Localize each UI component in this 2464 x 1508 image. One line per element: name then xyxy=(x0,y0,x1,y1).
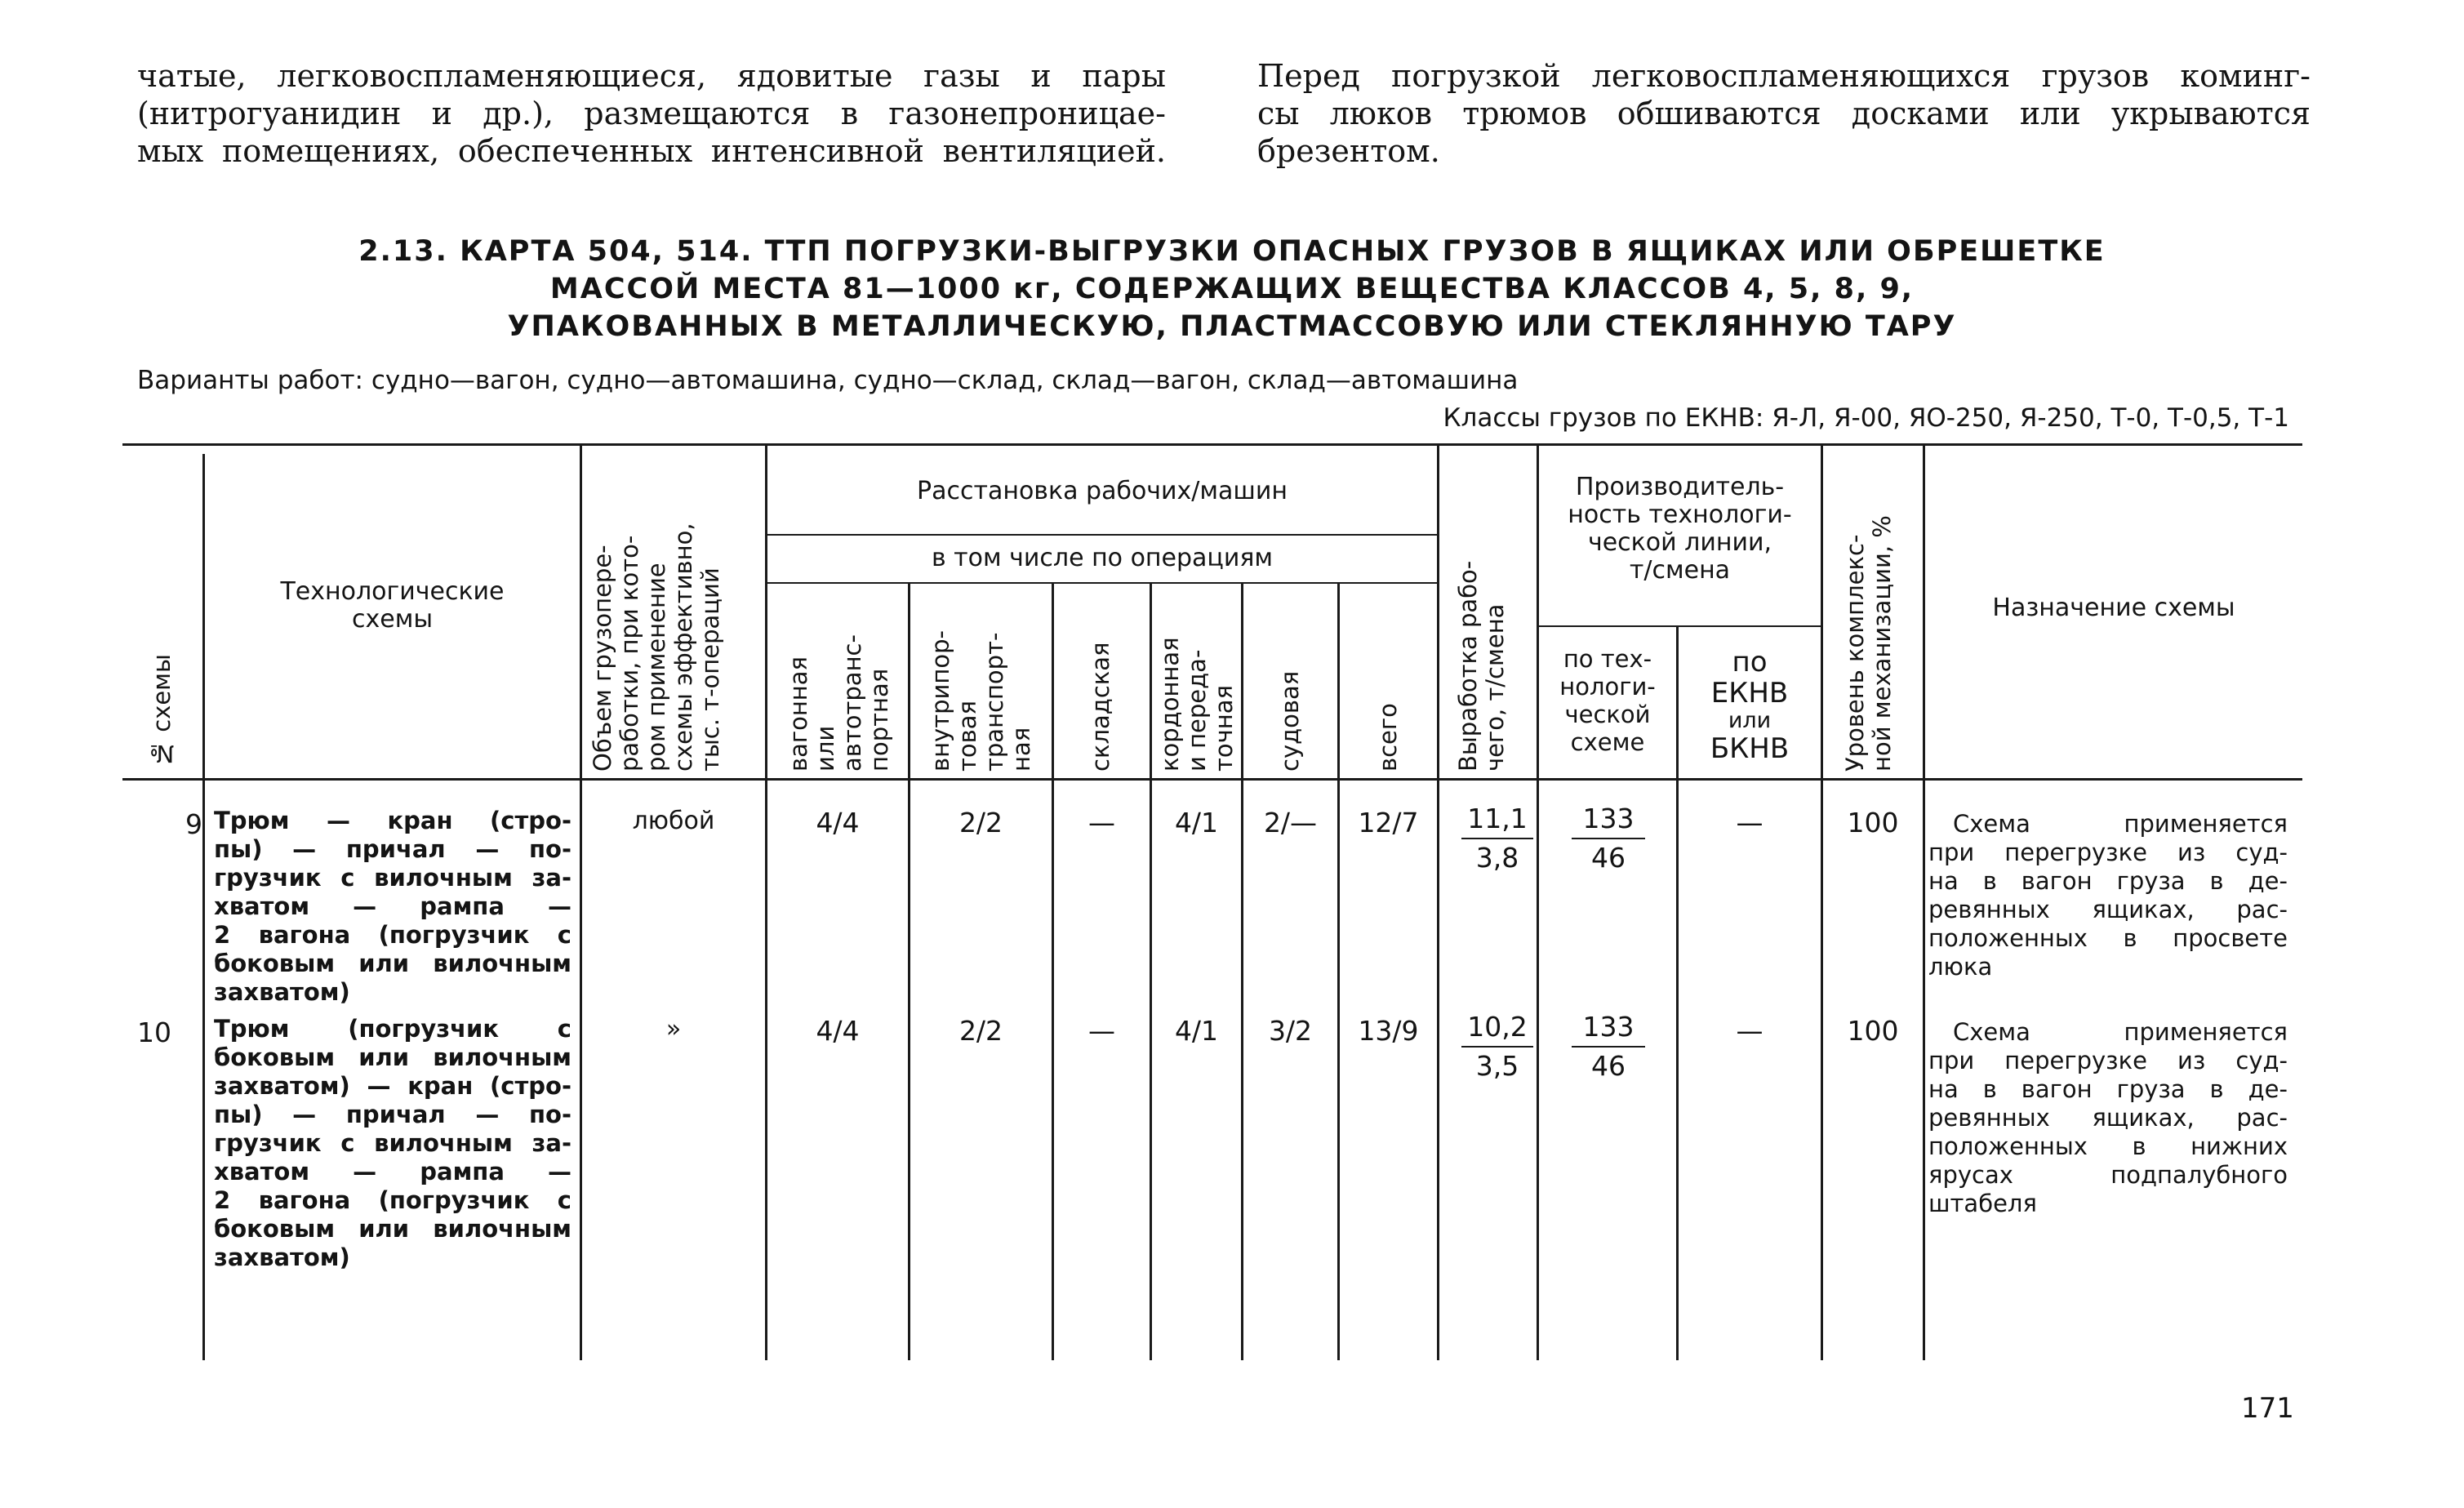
row-9-warehouse: — xyxy=(1088,807,1115,839)
productivity-sub-rule xyxy=(1539,625,1821,627)
row-10-output: 10,2 3,5 xyxy=(1461,1012,1533,1082)
ops-sub-rule xyxy=(767,582,1437,584)
header-op-intraport: внутрипор- товая транспорт- ная xyxy=(927,630,1035,772)
intro-left-line: (нитрогуанидин и др.), размещаются в газонепроницае- xyxy=(137,96,1166,131)
col-divider xyxy=(1337,582,1340,1360)
header-bottom-rule xyxy=(122,778,2302,781)
col-divider xyxy=(1923,446,1925,1360)
header-op-total: всего xyxy=(1374,703,1402,772)
row-9-scheme-no: 9 xyxy=(185,808,202,840)
col-divider xyxy=(908,582,910,1360)
row-9-scheme: Трюм — кран (стро- пы) — причал — по- грузчик с вилочным за- хватом — рампа — 2 вагона (погрузчик с боковым или вилочным захватом) xyxy=(214,807,572,1006)
row-9-productivity: 133 46 xyxy=(1572,803,1645,874)
row-10-ship: 3/2 xyxy=(1268,1015,1313,1047)
intro-left xyxy=(137,57,1166,170)
section-title-line: 2.13. КАРТА 504, 514. ТТП ПОГРУЗКИ-ВЫГРУЗКИ ОПАСНЫХ ГРУЗОВ В ЯЩИКАХ ИЛИ ОБРЕШЕТКЕ xyxy=(358,235,2106,268)
header-purpose: Назначение схемы xyxy=(1992,594,2235,622)
cargo-classes: Классы грузов по ЕКНВ: Я-Л, Я-00, ЯО-250, Я-250, Т-0, Т-0,5, Т-1 xyxy=(1443,403,2289,433)
row-10-purpose: Схема применяется при перегрузке из суд- на в вагон груза в де- ревянных ящиках, рас- положенных в нижних ярусах подпалубного штабеля xyxy=(1928,1018,2288,1217)
row-9-wagon: 4/4 xyxy=(816,807,860,839)
work-variants: Варианты работ: судно—вагон, судно—автомашина, судно—склад, склад—вагон, склад—автомашина xyxy=(137,366,1519,395)
row-9-ship: 2/— xyxy=(1263,807,1318,839)
header-tech-schemes: Технологические схемы xyxy=(280,577,505,634)
row-9-cordon: 4/1 xyxy=(1174,807,1219,839)
row-10-eknv: — xyxy=(1736,1015,1763,1047)
row-10-scheme-no: 10 xyxy=(137,1016,171,1048)
page-number: 171 xyxy=(2241,1392,2294,1425)
header-mechanization-level: Уровень комплекс- ной механизации, % xyxy=(1841,515,1896,772)
row-9-mechanization: 100 xyxy=(1847,807,1899,839)
section-title-line: МАССОЙ МЕСТА 81—1000 кг, СОДЕРЖАЩИХ ВЕЩЕСТВА КЛАССОВ 4, 5, 8, 9, xyxy=(549,273,1915,305)
header-by-tech-scheme: по тех- нологи- ческой схеме xyxy=(1559,645,1656,756)
col-divider xyxy=(1150,582,1152,1360)
intro-right-line: Перед погрузкой легковоспламеняющихся грузов коминг- xyxy=(1257,58,2311,94)
table-top-rule xyxy=(122,443,2302,446)
intro-right xyxy=(1257,57,2311,170)
header-op-warehouse: складская xyxy=(1087,642,1114,772)
row-9-total: 12/7 xyxy=(1358,807,1419,839)
header-placement: Расстановка рабочих/машин xyxy=(917,477,1288,505)
row-10-wagon: 4/4 xyxy=(816,1015,860,1047)
row-9-intraport: 2/2 xyxy=(958,807,1003,839)
col-divider xyxy=(1241,582,1243,1360)
header-scheme-no: № схемы xyxy=(148,654,176,767)
header-op-wagon: вагонная или автотранс- портная xyxy=(785,634,893,772)
row-10-cordon: 4/1 xyxy=(1174,1015,1219,1047)
col-divider xyxy=(1821,446,1823,1360)
intro-right-line: брезентом. xyxy=(1257,133,1440,169)
col-divider xyxy=(1052,582,1054,1360)
intro-left-line: мых помещениях, обеспеченных интенсивной вентиляцией. xyxy=(137,133,1166,169)
row-10-productivity: 133 46 xyxy=(1572,1012,1645,1082)
header-by-operations: в том числе по операциям xyxy=(931,544,1274,572)
row-9-purpose: Схема применяется при перегрузке из суд- на в вагон груза в де- ревянных ящиках, рас- положенных в просвете люка xyxy=(1928,810,2288,981)
col-divider xyxy=(1437,446,1439,1360)
row-9-output: 11,1 3,8 xyxy=(1461,803,1533,874)
row-10-warehouse: — xyxy=(1088,1015,1115,1047)
row-10-volume: » xyxy=(665,1015,682,1043)
header-volume: Объем грузопере- работки, при кото- ром применение схемы эффективно, тыс. т-операций xyxy=(589,523,724,772)
row-10-intraport: 2/2 xyxy=(958,1015,1003,1047)
intro-left-line: чатые, легковоспламеняющиеся, ядовитые газы и пары xyxy=(137,58,1166,94)
section-title-line: УПАКОВАННЫХ В МЕТАЛЛИЧЕСКУЮ, ПЛАСТМАССОВУЮ ИЛИ СТЕКЛЯННУЮ ТАРУ xyxy=(507,310,1957,343)
placement-sub-rule xyxy=(767,534,1437,536)
row-10-mechanization: 100 xyxy=(1847,1015,1899,1047)
row-10-total: 13/9 xyxy=(1358,1015,1419,1047)
row-10-scheme: Трюм (погрузчик с боковым или вилочным захватом) — кран (стро- пы) — причал — по- грузчик с вилочным за- хватом — рампа — 2 вагона (погрузчик с боковым или вилочным захватом) xyxy=(214,1015,572,1271)
col-divider xyxy=(765,446,767,1360)
intro-right-line: сы люков трюмов обшиваются досками или укрываются xyxy=(1257,96,2311,131)
col-divider xyxy=(580,446,582,1360)
header-by-eknv: по ЕКНВ или БКНВ xyxy=(1710,646,1790,765)
header-op-ship: судовая xyxy=(1276,670,1304,772)
header-output: Выработка рабо- чего, т/смена xyxy=(1454,560,1509,772)
header-op-cordon: кордонная и переда- точная xyxy=(1156,637,1238,772)
row-9-volume: любой xyxy=(632,807,715,835)
header-productivity: Производитель- ность технологи- ческой линии, т/смена xyxy=(1568,473,1792,585)
row-9-eknv: — xyxy=(1736,807,1763,839)
